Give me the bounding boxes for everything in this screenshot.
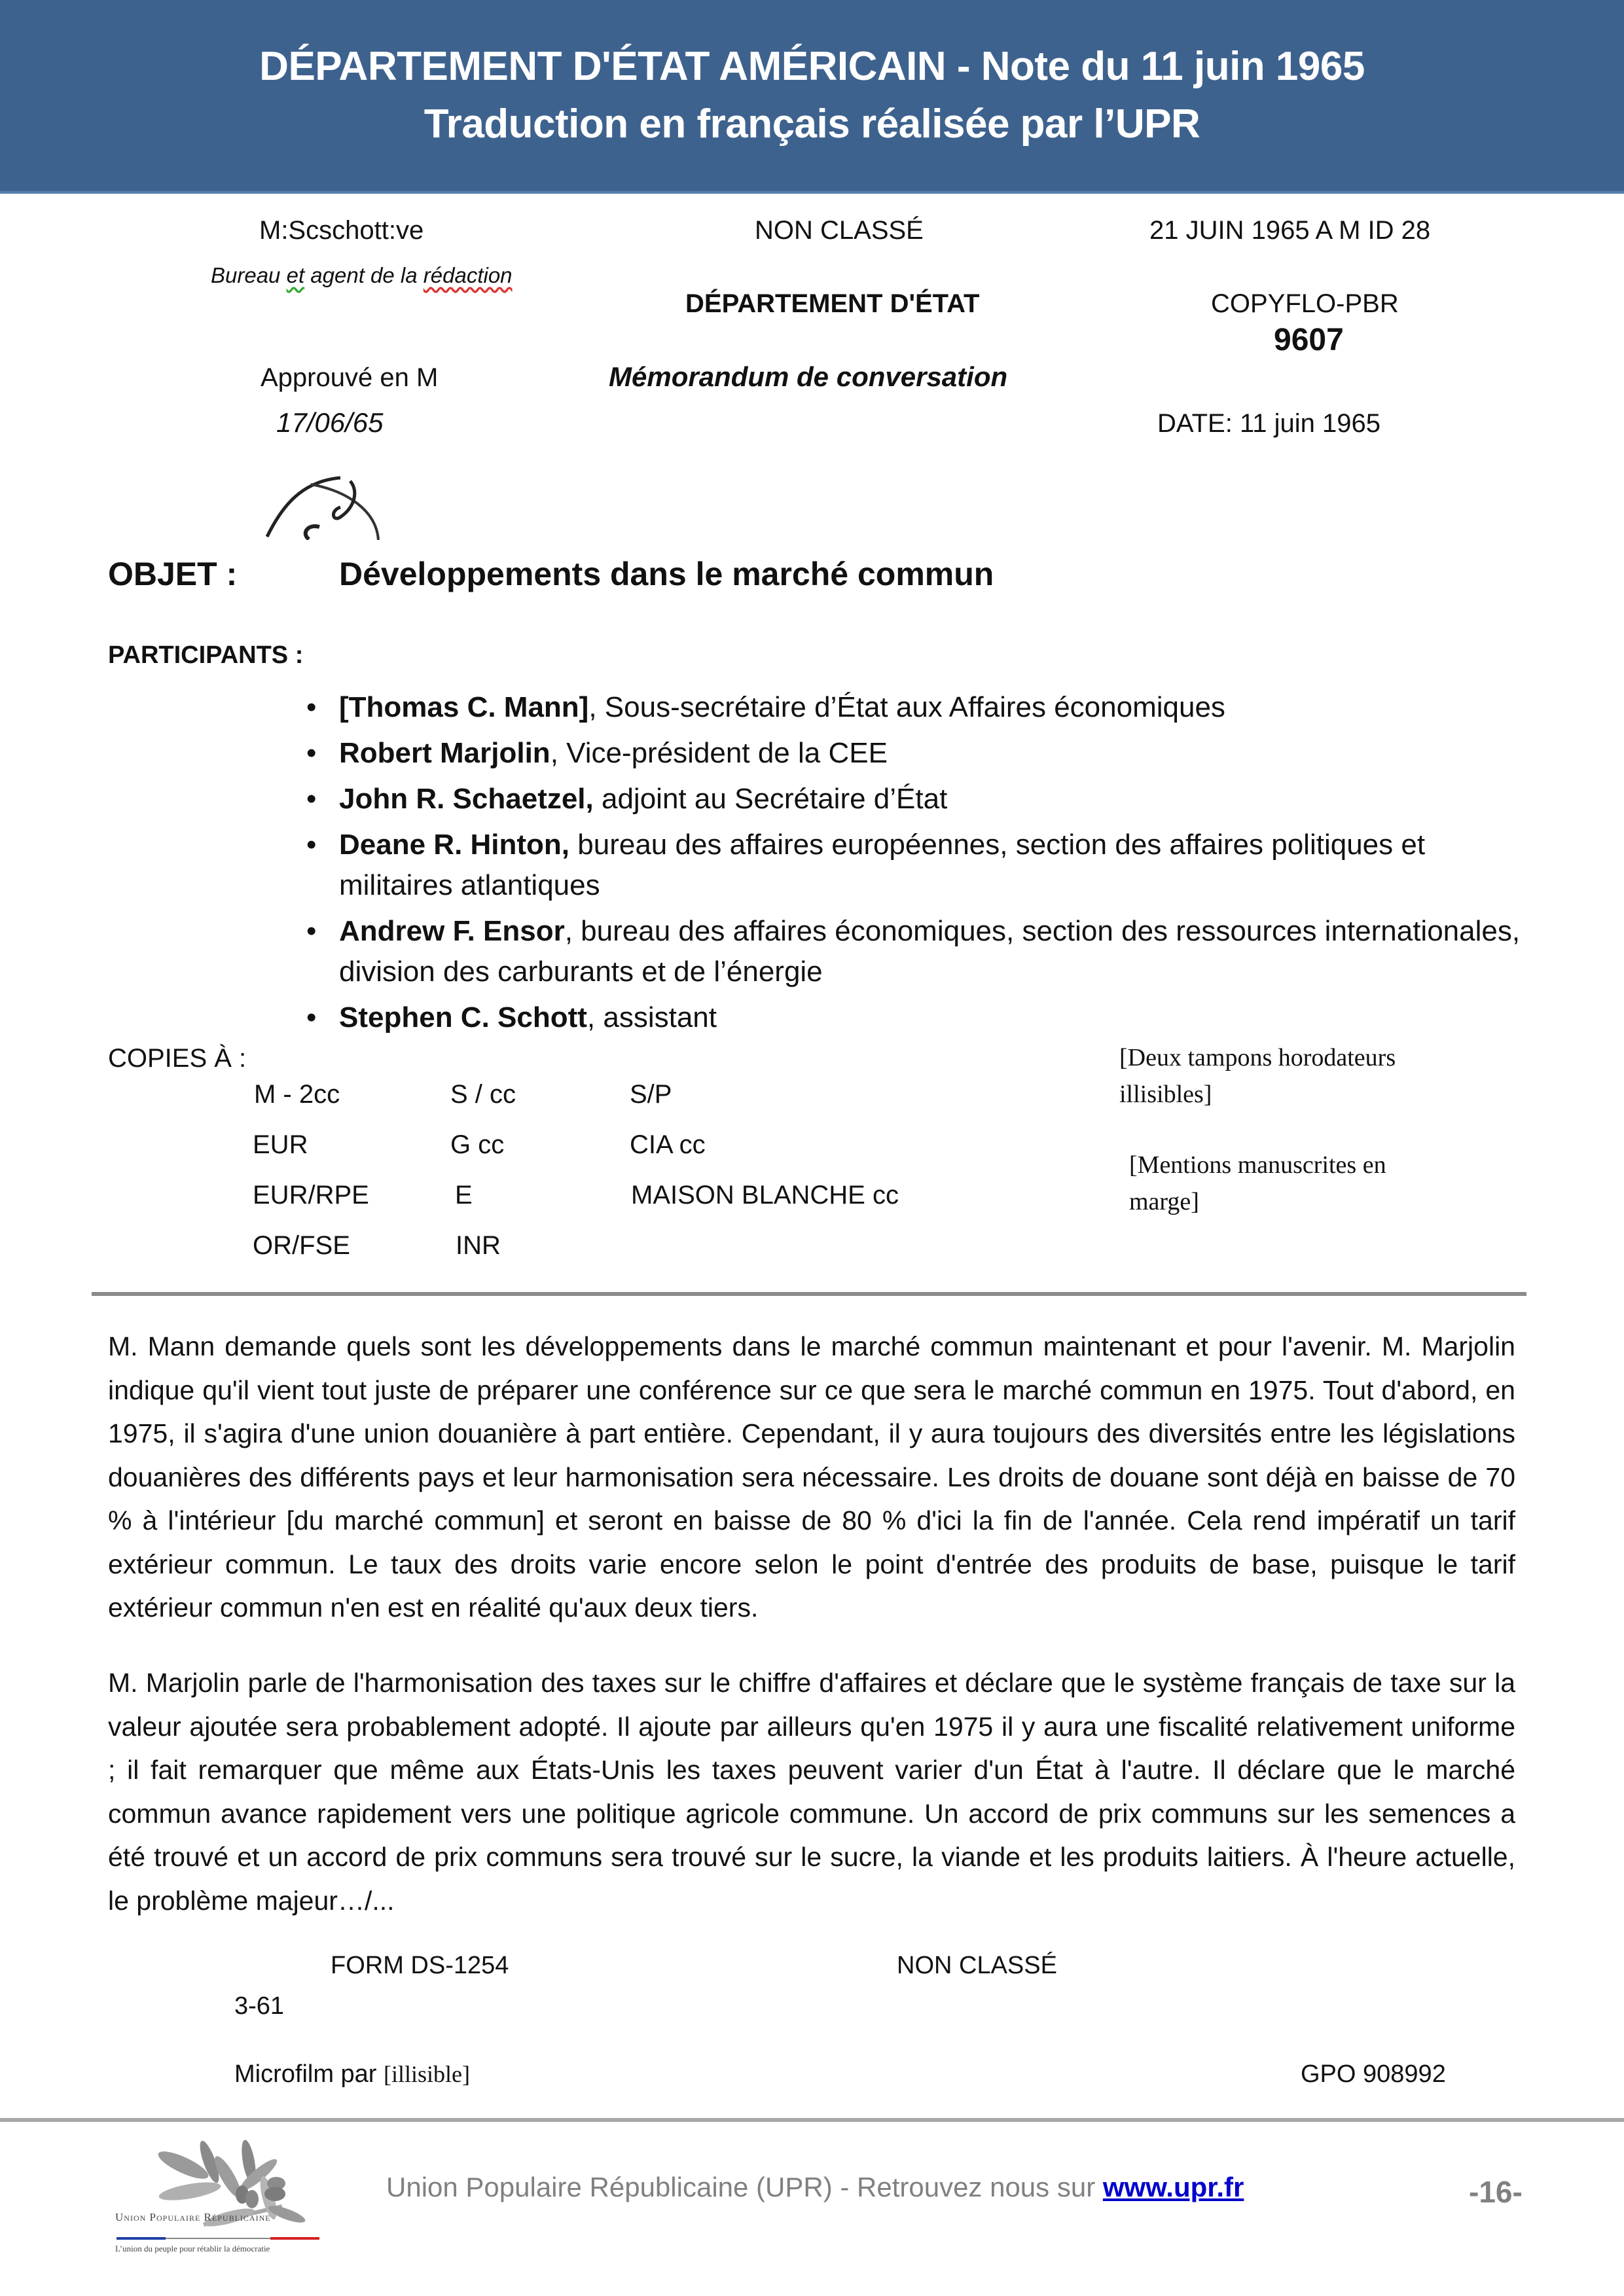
caption-text-redaction: rédaction [423,263,513,287]
drafter-code: M:Scschott:ve [259,216,424,245]
document-banner [0,0,1624,194]
logo-tricolor-bar [117,2237,319,2240]
copies-cell: EUR/RPE [253,1181,369,1210]
participants-label: PARTICIPANTS : [108,641,304,669]
participants-list [301,687,1532,1043]
copies-cell: S/P [630,1080,672,1109]
signature-scribble-icon [262,471,386,540]
caption-text-et: et [286,263,305,287]
participant-name: Andrew F. Ensor [339,915,565,947]
bullet-icon: • [306,691,317,723]
footer-text [386,2172,1244,2203]
received-stamp: 21 JUIN 1965 A M ID 28 [1149,216,1431,245]
drafter-caption [211,263,513,288]
bullet-icon: • [306,915,317,947]
approved-label: Approuvé en M [261,363,439,392]
classification-top: NON CLASSÉ [755,216,924,245]
copies-cell: G cc [450,1130,505,1159]
participant-role: , Sous-secrétaire d’État aux Affaires économiques [588,691,1225,723]
banner-subtitle: Traduction en français réalisée par l’UPR [424,101,1200,147]
department-name: DÉPARTEMENT D'ÉTAT [685,289,980,318]
participant-name: [Thomas C. Mann] [339,691,589,723]
participant-role: , assistant [586,1001,717,1033]
body-paragraph: M. Marjolin parle de l'harmonisation des taxes sur le chiffre d'affaires et déclare que le système français de taxe sur la valeur ajoutée sera probablement adopté. Il ajoute par ailleurs qu'en 1975 il y aura une fiscalité relativement uniforme ; il fait remarquer que même aux États-Unis les taxes peuvent varier d'un État à l'autre. Il déclare que le marché commun avance rapidement vers une politique agricole commune. Un accord de prix communs sur les semences a été trouvé et un accord de prix communs sera trouvé sur le sucre, la viande et les produits laitiers. À l'heure actuelle, le problème majeur…/... [108,1668,1515,1916]
participant-item [301,911,1532,992]
participant-item [301,825,1532,906]
copies-cell: INR [456,1231,501,1260]
participant-name: Robert Marjolin [339,737,550,769]
participant-name: Stephen C. Schott [339,1001,587,1033]
copies-label: COPIES À : [108,1044,247,1073]
section-divider [92,1292,1526,1296]
bullet-icon: • [306,737,317,769]
flag-red [270,2237,319,2240]
gpo-number: GPO 908992 [1301,2060,1446,2088]
footer-divider [0,2118,1624,2122]
logo-name: Union Populaire Républicaine [115,2211,271,2223]
microfilm-value: [illisible] [384,2061,471,2087]
flag-blue [117,2237,166,2240]
copies-cell: M - 2cc [254,1080,340,1109]
copyflo-label: COPYFLO-PBR [1211,289,1399,318]
note-margin: [Mentions manuscrites en marge] [1129,1151,1386,1215]
form-revision: 3-61 [234,1992,285,2020]
classification-bottom: NON CLASSÉ [897,1952,1057,1979]
website-link[interactable]: www.upr.fr [1102,2172,1244,2202]
logo-tagline: L’union du peuple pour rétablir la démocratie [115,2244,270,2253]
caption-text: agent de la [304,263,424,287]
body-paragraph: M. Mann demande quels sont les développements dans le marché commun maintenant et pour l'avenir. M. Marjolin indique qu'il vient tout juste de préparer une conférence sur ce que sera le marché commun en 1975. Tout d'abord, en 1975, il s'agira d'une union douanière à part entière. Cependant, il y aura toujours des diversités entre les législations douanières des différents pays et leur harmonisation sera nécessaire. Les droits de douane sont déjà en baisse de 70 % à l'intérieur [du marché commun] et seront en baisse de 80 % d'ici la fin de l'année. Cela rend impératif un tarif extérieur commun. Le taux des droits varie encore selon le point d'entrée des produits de base, puisque le tarif extérieur commun n'en est en réalité qu'aux deux tiers. [108,1331,1515,1623]
memo-type: Mémorandum de conversation [609,361,1008,392]
copyflo-number: 9607 [1274,323,1344,357]
copies-cell: CIA cc [630,1130,706,1159]
copies-cell: E [455,1181,473,1210]
subject-label: OBJET : [108,556,238,592]
subject-value: Développements dans le marché commun [339,556,994,592]
memo-date: DATE: 11 juin 1965 [1157,409,1380,438]
participant-name: Deane R. Hinton, [339,829,570,861]
note-stamps: [Deux tampons horodateurs illisibles] [1119,1044,1396,1108]
bullet-icon: • [306,1001,317,1033]
copies-cell: EUR [253,1130,308,1159]
participant-role: bureau des affaires européennes, section des affaires politiques et militaires atlantiques [339,829,1426,901]
participant-role: , Vice-président de la CEE [550,737,888,769]
participant-role: adjoint au Secrétaire d’État [593,783,948,815]
copies-cell: MAISON BLANCHE cc [631,1181,899,1210]
bullet-icon: • [306,783,317,815]
bullet-icon: • [306,829,317,861]
banner-title: DÉPARTEMENT D'ÉTAT AMÉRICAIN - Note du 11 juin 1965 [259,44,1365,89]
copies-cell: OR/FSE [253,1231,350,1260]
footer-label: Union Populaire Républicaine (UPR) - Retrouvez nous sur [386,2172,1103,2202]
microfilm-prefix: Microfilm par [234,2060,384,2088]
form-id: FORM DS-1254 [331,1952,509,1979]
participant-item [301,779,1532,819]
approved-date: 17/06/65 [276,407,384,438]
copies-cell: S / cc [450,1080,516,1109]
participant-item [301,687,1532,728]
page-number: -16- [1469,2175,1523,2209]
participant-role: , bureau des affaires économiques, section des ressources internationales, division des carburants et de l’énergie [339,915,1521,988]
participant-item [301,733,1532,774]
participant-item [301,997,1532,1038]
participant-name: John R. Schaetzel, [339,783,594,815]
microfilm-note [234,2060,470,2089]
caption-text: Bureau [211,263,287,287]
flag-gray [166,2238,270,2239]
